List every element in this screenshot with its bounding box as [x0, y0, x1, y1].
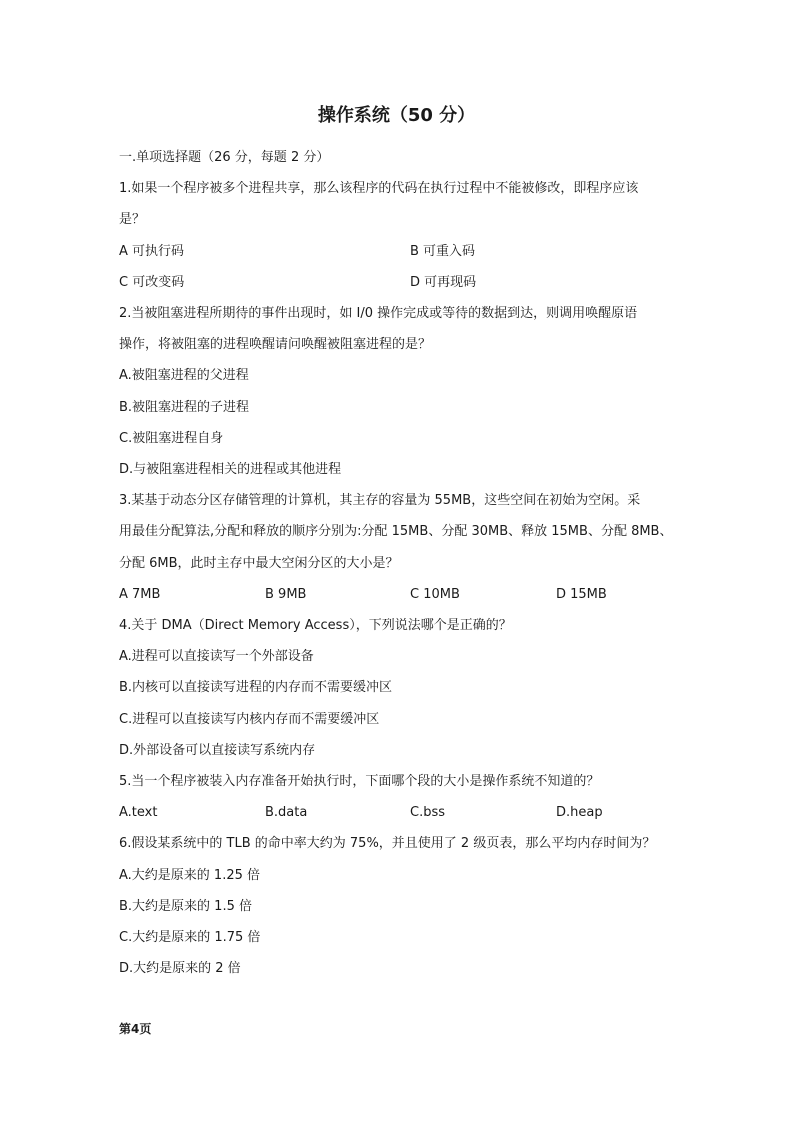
- question-4-option-d: D.外部设备可以直接读写系统内存: [119, 742, 316, 758]
- question-1-options-row: [119, 267, 681, 298]
- question-2-option-c: C.被阻塞进程自身: [119, 430, 224, 446]
- question-4-option-c: C.进程可以直接读写内核内存而不需要缓冲区: [119, 711, 380, 727]
- question-1-options-row: [119, 236, 681, 267]
- question-2-text: 2.当被阻塞进程所期待的事件出现时，如 I/0 操作完成或等待的数据到达，则调用唤醒原语: [119, 305, 638, 321]
- exam-content: [119, 142, 681, 984]
- question-3-option-b: B 9MB: [265, 586, 307, 602]
- question-3-option-c: C 10MB: [410, 586, 460, 602]
- page-number: 第4页: [119, 1022, 152, 1036]
- question-3-option-d: D 15MB: [556, 586, 607, 602]
- question-5-option-a: A.text: [119, 805, 158, 821]
- question-4-text: 4.关于 DMA（Direct Memory Access），下列说法哪个是正确的？: [119, 618, 512, 633]
- question-1-option-d: D 可再现码: [410, 274, 477, 290]
- question-5-text: 5.当一个程序被装入内存准备开始执行时，下面哪个段的大小是操作系统不知道的？: [119, 774, 600, 790]
- question-2-option-d: D.与被阻塞进程相关的进程或其他进程: [119, 462, 342, 477]
- question-2-option-a: A.被阻塞进程的父进程: [119, 368, 249, 384]
- question-2-text: 操作，将被阻塞的进程唤醒请问唤醒被阻塞进程的是？: [119, 337, 432, 353]
- question-3-text: 用最佳分配算法,分配和释放的顺序分别为:分配 15MB、分配 30MB、释放 15MB、分配 8MB、: [119, 524, 673, 540]
- question-1-option-b: B 可重入码: [410, 243, 476, 259]
- question-3-options-row: [119, 579, 681, 610]
- question-2-option-b: B.被阻塞进程的子进程: [119, 399, 250, 415]
- question-1-text: 是？: [119, 212, 146, 228]
- question-5-option-c: C.bss: [410, 805, 446, 821]
- question-5-option-d: D.heap: [556, 805, 603, 821]
- question-3-text: 3.某基于动态分区存储管理的计算机，其主存的容量为 55MB，这些空间在初始为空闲。采: [119, 493, 641, 509]
- page-title: 操作系统（50 分）: [317, 105, 476, 126]
- question-6-option-b: B.大约是原来的 1.5 倍: [119, 898, 252, 914]
- question-5-options-row: [119, 797, 681, 828]
- question-4-option-b: B.内核可以直接读写进程的内存而不需要缓冲区: [119, 680, 393, 696]
- question-1-option-c: C 可改变码: [119, 274, 185, 290]
- question-3-text: 分配 6MB，此时主存中最大空闲分区的大小是？: [119, 555, 399, 571]
- question-5-option-b: B.data: [265, 805, 308, 821]
- question-6-option-a: A.大约是原来的 1.25 倍: [119, 867, 261, 883]
- question-1-option-a: A 可执行码: [119, 243, 185, 259]
- question-1-text: 1.如果一个程序被多个进程共享，那么该程序的代码在执行过程中不能被修改，即程序应该: [119, 181, 639, 197]
- section-heading: 一.单项选择题（26 分，每题 2 分）: [119, 150, 330, 165]
- question-6-option-d: D.大约是原来的 2 倍: [119, 961, 241, 977]
- question-6-option-c: C.大约是原来的 1.75 倍: [119, 930, 261, 946]
- question-4-option-a: A.进程可以直接读写一个外部设备: [119, 649, 314, 665]
- question-6-text: 6.假设某系统中的 TLB 的命中率大约为 75%，并且使用了 2 级页表，那么平均内存时间为？: [119, 836, 656, 852]
- question-3-option-a: A 7MB: [119, 586, 161, 602]
